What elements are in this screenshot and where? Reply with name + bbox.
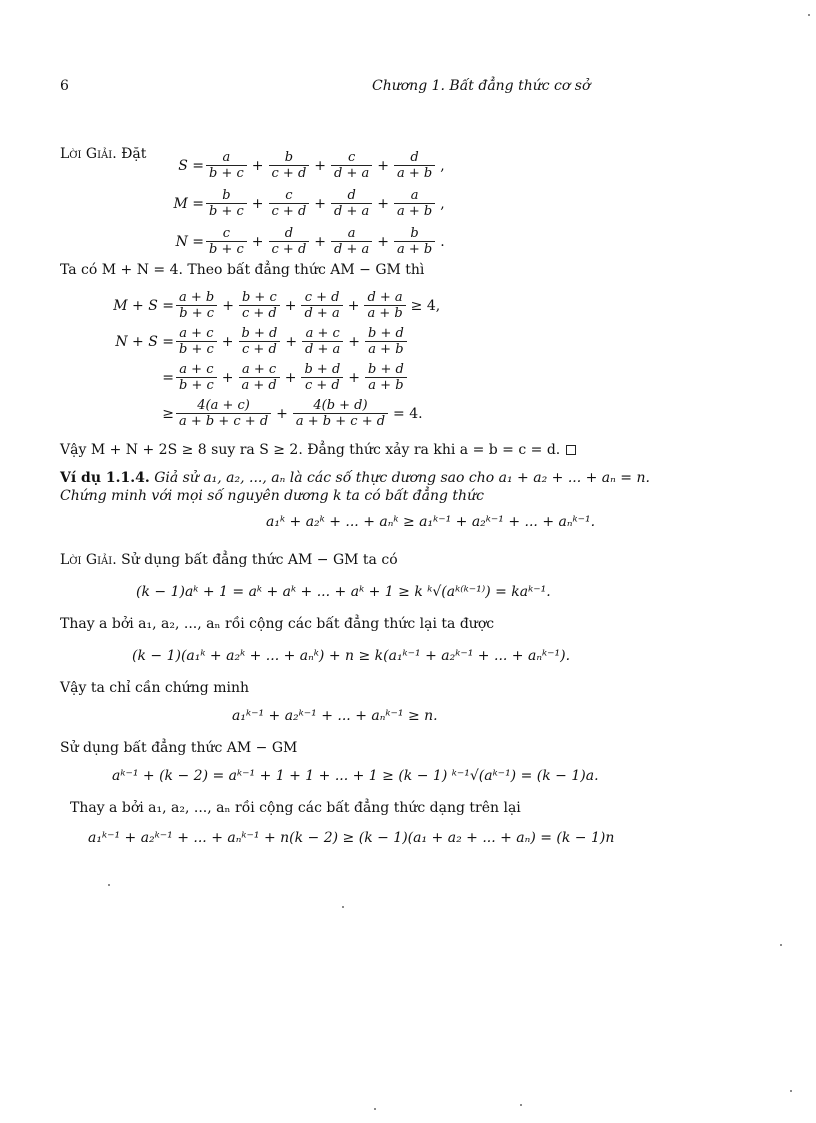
- solution2-text-2: Thay a bởi a₁, a₂, ..., aₙ rồi cộng các bất đẳng thức lại ta được: [60, 616, 495, 632]
- plus-sign: +: [348, 333, 361, 350]
- denominator: c + d: [241, 306, 277, 321]
- chain-row: [104, 362, 409, 393]
- solution2-heading: [60, 552, 398, 568]
- definition-lhs: N =: [175, 233, 204, 250]
- definition-row: [134, 226, 448, 257]
- plus-sign: +: [251, 233, 264, 250]
- scan-speck: [808, 14, 810, 16]
- numerator: d: [394, 150, 435, 166]
- plus-sign: +: [377, 157, 389, 174]
- fraction: [206, 226, 247, 257]
- numerator: c: [331, 150, 372, 166]
- conclusion-text: Vậy M + N + 2S ≥ 8 suy ra S ≥ 2. Đẳng thức xảy ra khi a = b = c = d.: [60, 442, 561, 458]
- denominator: c + d: [304, 378, 340, 393]
- fraction: [176, 326, 217, 357]
- denominator: d + a: [334, 204, 370, 219]
- chapter-title: Chương 1. Bất đẳng thức cơ sở: [372, 78, 591, 94]
- scan-speck: [342, 906, 344, 908]
- plus-sign: +: [284, 297, 297, 314]
- plus-sign: +: [377, 195, 389, 212]
- chain-row-end: ≥ 4,: [410, 297, 441, 314]
- fraction: [176, 362, 217, 393]
- fraction: [394, 226, 435, 257]
- numerator: a + c: [176, 326, 217, 342]
- denominator: c + d: [271, 242, 307, 257]
- scan-speck: [780, 944, 782, 946]
- fraction: [176, 290, 217, 321]
- definition-lhs: M =: [173, 195, 204, 212]
- plus-sign: +: [221, 333, 234, 350]
- numerator: b + d: [365, 362, 407, 378]
- numerator: b: [206, 188, 247, 204]
- fraction: [365, 326, 407, 357]
- numerator: b + c: [239, 290, 280, 306]
- plus-sign: +: [285, 333, 298, 350]
- plus-sign: +: [314, 195, 326, 212]
- denominator: d + a: [334, 166, 370, 181]
- plus-sign: +: [276, 405, 288, 422]
- denominator: a + b: [367, 306, 403, 321]
- fraction: [301, 362, 343, 393]
- plus-sign: +: [314, 157, 326, 174]
- numerator: a: [206, 150, 247, 166]
- equation-4: aᵏ⁻¹ + (k − 2) = aᵏ⁻¹ + 1 + 1 + ... + 1 ≥ (k − 1) ᵏ⁻¹√(aᵏ⁻¹) = (k − 1)a.: [112, 768, 599, 784]
- definition-row-end: ,: [440, 195, 445, 212]
- solution2-text-5: Thay a bởi a₁, a₂, ..., aₙ rồi cộng các bất đẳng thức dạng trên lại: [70, 800, 521, 816]
- chain-lhs: =: [162, 369, 174, 386]
- numerator: b + d: [365, 326, 407, 342]
- definition-row-end: ,: [440, 157, 445, 174]
- example-label: Ví dụ 1.1.4.: [60, 470, 150, 486]
- equation-1: (k − 1)aᵏ + 1 = aᵏ + aᵏ + ... + aᵏ + 1 ≥ k ᵏ√(aᵏ⁽ᵏ⁻¹⁾) = kaᵏ⁻¹.: [136, 584, 551, 600]
- fraction: [394, 150, 435, 181]
- denominator: a + b: [368, 342, 404, 357]
- chain-lhs: ≥: [162, 405, 174, 422]
- definition-row: [134, 188, 448, 219]
- solution2-label: Lời Giải.: [60, 552, 117, 568]
- solution1-conclusion: [60, 442, 576, 458]
- denominator: d + a: [304, 306, 340, 321]
- fraction: [269, 188, 310, 219]
- example-statement-line1: [60, 470, 650, 486]
- chain-lhs: M + S =: [113, 297, 174, 314]
- page-number: 6: [60, 78, 69, 94]
- chain-row: [104, 326, 409, 357]
- chain-row-end: = 4.: [393, 405, 423, 422]
- denominator: b + c: [209, 204, 244, 219]
- plus-sign: +: [251, 195, 264, 212]
- numerator: a + c: [302, 326, 343, 342]
- numerator: a + b: [176, 290, 217, 306]
- numerator: b: [394, 226, 435, 242]
- fraction: [206, 188, 247, 219]
- chain-row: [104, 290, 443, 321]
- denominator: a + b + c + d: [179, 414, 269, 429]
- denominator: b + c: [209, 242, 244, 257]
- definition-lhs: S =: [178, 157, 204, 174]
- fraction: [331, 226, 372, 257]
- example-statement-1: Giả sử a₁, a₂, ..., aₙ là các số thực dương sao cho a₁ + a₂ + ... + aₙ = n.: [154, 470, 650, 486]
- denominator: a + b + c + d: [295, 414, 386, 429]
- fraction: [239, 290, 280, 321]
- denominator: a + b: [368, 378, 404, 393]
- denominator: b + c: [209, 166, 244, 181]
- definition-row: [134, 150, 448, 181]
- denominator: c + d: [271, 204, 307, 219]
- numerator: b: [269, 150, 310, 166]
- numerator: d: [269, 226, 310, 242]
- solution2-text-3: Vậy ta chỉ cần chứng minh: [60, 680, 249, 696]
- plus-sign: +: [251, 157, 264, 174]
- solution1-intro: Đặt: [121, 146, 147, 162]
- fraction: [394, 188, 435, 219]
- numerator: a: [394, 188, 435, 204]
- solution2-text-4: Sử dụng bất đẳng thức AM − GM: [60, 740, 298, 756]
- plus-sign: +: [347, 297, 360, 314]
- numerator: c: [206, 226, 247, 242]
- plus-sign: +: [284, 369, 297, 386]
- scan-speck: [108, 884, 110, 886]
- scan-speck: [374, 1108, 376, 1110]
- numerator: c + d: [301, 290, 342, 306]
- denominator: c + d: [242, 342, 277, 357]
- numerator: d: [331, 188, 372, 204]
- chain-lhs: N + S =: [115, 333, 174, 350]
- fraction: [239, 326, 281, 357]
- denominator: a + b: [396, 166, 433, 181]
- denominator: b + c: [179, 306, 214, 321]
- numerator: 4(b + d): [293, 398, 388, 414]
- equation-2: (k − 1)(a₁ᵏ + a₂ᵏ + ... + aₙᵏ) + n ≥ k(a₁ᵏ⁻¹ + a₂ᵏ⁻¹ + ... + aₙᵏ⁻¹).: [132, 648, 571, 664]
- fraction: [206, 150, 247, 181]
- numerator: b + d: [239, 326, 281, 342]
- amgm-text: Ta có M + N = 4. Theo bất đẳng thức AM − GM thì: [60, 262, 425, 278]
- numerator: d + a: [364, 290, 405, 306]
- plus-sign: +: [348, 369, 361, 386]
- definition-row-end: .: [440, 233, 445, 250]
- denominator: c + d: [271, 166, 307, 181]
- example-statement-2: Chứng minh với mọi số nguyên dương k ta có bất đẳng thức: [60, 488, 484, 504]
- solution1-label: Lời Giải.: [60, 146, 117, 162]
- fraction: [239, 362, 280, 393]
- denominator: a + b: [396, 242, 433, 257]
- example-inequality: a₁ᵏ + a₂ᵏ + ... + aₙᵏ ≥ a₁ᵏ⁻¹ + a₂ᵏ⁻¹ + ... + aₙᵏ⁻¹.: [266, 514, 596, 530]
- numerator: 4(a + c): [176, 398, 271, 414]
- denominator: d + a: [305, 342, 341, 357]
- denominator: b + c: [179, 378, 214, 393]
- fraction: [269, 226, 310, 257]
- scan-speck: [520, 1104, 522, 1106]
- numerator: c: [269, 188, 310, 204]
- denominator: b + c: [179, 342, 214, 357]
- chain-row: [104, 398, 426, 429]
- numerator: a + c: [176, 362, 217, 378]
- scan-speck: [790, 1090, 792, 1092]
- fraction: [293, 398, 388, 429]
- fraction: [176, 398, 271, 429]
- equation-3: a₁ᵏ⁻¹ + a₂ᵏ⁻¹ + ... + aₙᵏ⁻¹ ≥ n.: [232, 708, 438, 724]
- plus-sign: +: [222, 297, 234, 314]
- plus-sign: +: [221, 369, 234, 386]
- fraction: [365, 362, 407, 393]
- plus-sign: +: [314, 233, 326, 250]
- fraction: [301, 290, 342, 321]
- fraction: [269, 150, 310, 181]
- denominator: d + a: [334, 242, 370, 257]
- solution2-text-1: Sử dụng bất đẳng thức AM − GM ta có: [121, 552, 398, 568]
- fraction: [331, 188, 372, 219]
- denominator: a + d: [241, 378, 277, 393]
- equation-5: a₁ᵏ⁻¹ + a₂ᵏ⁻¹ + ... + aₙᵏ⁻¹ + n(k − 2) ≥ (k − 1)(a₁ + a₂ + ... + aₙ) = (k − 1)n: [88, 830, 615, 846]
- qed-square-icon: [566, 445, 576, 455]
- denominator: a + b: [396, 204, 433, 219]
- plus-sign: +: [377, 233, 389, 250]
- numerator: a: [331, 226, 372, 242]
- numerator: a + c: [239, 362, 280, 378]
- fraction: [331, 150, 372, 181]
- numerator: b + d: [301, 362, 343, 378]
- fraction: [364, 290, 405, 321]
- fraction: [302, 326, 343, 357]
